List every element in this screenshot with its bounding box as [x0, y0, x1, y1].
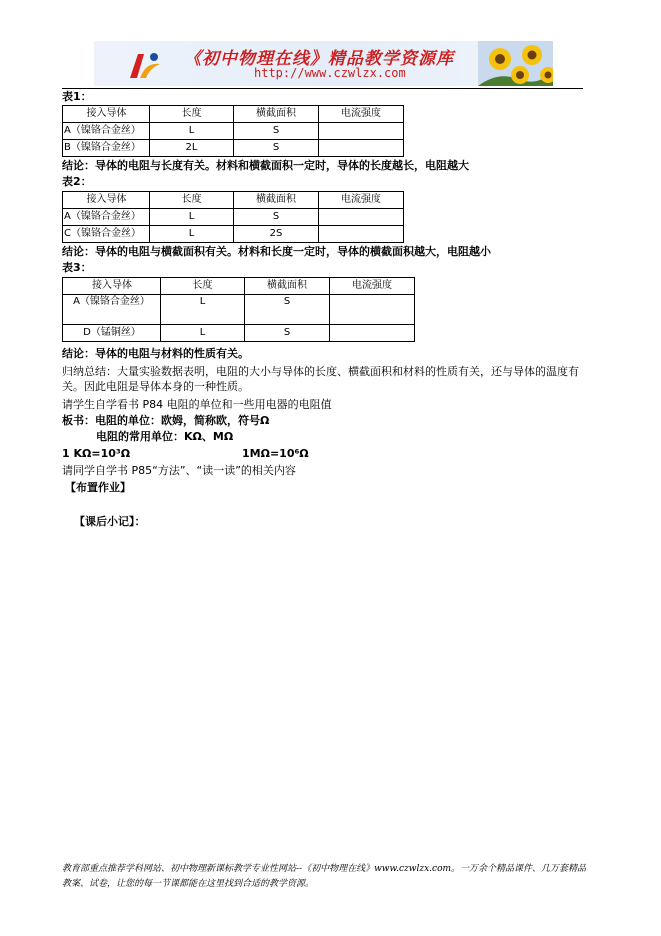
self-study-note-1: 请学生自学看书 P84 电阻的单位和一些用电器的电阻值 — [62, 398, 332, 411]
self-study-note-2: 请同学自学书 P85“方法”、“读一读”的相关内容 — [62, 464, 296, 477]
table-cell — [319, 209, 404, 226]
table-header-cell: 长度 — [161, 278, 245, 295]
conclusion-1: 结论：导体的电阻与长度有关。材料和横截面积一定时，导体的长度越长，电阻越大 — [62, 159, 469, 172]
banner-title: 《初中物理在线》精品教学资源库 — [184, 49, 454, 69]
table-cell: L — [161, 295, 245, 325]
table-row — [63, 325, 415, 342]
site-logo-icon — [124, 48, 164, 82]
table-cell — [319, 140, 404, 157]
table-cell: D（锰铜丝） — [63, 325, 161, 342]
table-header-row — [63, 192, 404, 209]
table2 — [62, 191, 404, 243]
table-row — [63, 140, 404, 157]
table-cell — [330, 325, 415, 342]
table3-label: 表3： — [62, 261, 92, 274]
board-units: 板书：电阻的单位：欧姆，简称欧，符号Ω — [62, 414, 270, 427]
table-header-cell: 电流强度 — [330, 278, 415, 295]
table-header-cell: 长度 — [150, 192, 234, 209]
table1 — [62, 105, 404, 157]
table-header-cell: 电流强度 — [319, 106, 404, 123]
table-cell: A（镍铬合金丝） — [63, 295, 161, 325]
header-rule — [62, 88, 583, 89]
table-header-cell: 接入导体 — [63, 192, 150, 209]
sunflower-image-icon — [478, 41, 553, 86]
table-cell: L — [150, 123, 234, 140]
table-header-cell: 横截面积 — [245, 278, 330, 295]
table-header-row — [63, 278, 415, 295]
page-footer: 教育部重点推荐学科网站、初中物理新课标教学专业性网站--《初中物理在线》www.czwlzx.com。一万余个精品课件、几万套精品教案、试卷，让您的每一节课都能在这里找到合适的教学资源。 — [62, 864, 587, 889]
table-cell: A（镍铬合金丝） — [63, 209, 150, 226]
table-row — [63, 209, 404, 226]
table-header-cell: 接入导体 — [63, 278, 161, 295]
table-header-cell: 横截面积 — [234, 106, 319, 123]
summary-paragraph: 归纳总结：大量实验数据表明，电阻的大小与导体的长度、横截面积和材料的性质有关，还与导体的温度有关。因此电阻是导体本身的一种性质。 — [62, 365, 579, 393]
table-header-cell: 长度 — [150, 106, 234, 123]
table-cell — [319, 123, 404, 140]
table-row — [63, 295, 415, 325]
table-cell: 2L — [150, 140, 234, 157]
banner-url: http://www.czwlzx.com — [254, 66, 406, 80]
table-cell: S — [234, 123, 319, 140]
conclusion-2: 结论：导体的电阻与横截面积有关。材料和长度一定时，导体的横截面积越大，电阻越小 — [62, 245, 491, 258]
table-header-cell: 接入导体 — [63, 106, 150, 123]
table-cell: S — [234, 209, 319, 226]
table-cell: B（镍铬合金丝） — [63, 140, 150, 157]
conclusion-3: 结论：导体的电阻与材料的性质有关。 — [62, 347, 249, 360]
table-row — [63, 123, 404, 140]
table-cell: C（镍铬合金丝） — [63, 226, 150, 243]
table2-label: 表2： — [62, 175, 92, 188]
table-row — [63, 226, 404, 243]
table-cell: A（镍铬合金丝） — [63, 123, 150, 140]
table-cell: L — [161, 325, 245, 342]
header-banner — [94, 41, 553, 86]
table-cell — [330, 295, 415, 325]
table1-label: 表1： — [62, 90, 92, 103]
homework-heading: 【布置作业】 — [65, 481, 131, 494]
conversion-mega-ohm: 1MΩ=10⁶Ω — [242, 447, 309, 460]
table-cell: 2S — [234, 226, 319, 243]
notes-heading: 【课后小记】： — [74, 515, 146, 528]
table-header-cell: 电流强度 — [319, 192, 404, 209]
table-cell: S — [234, 140, 319, 157]
table-header-cell: 横截面积 — [234, 192, 319, 209]
table-cell: L — [150, 209, 234, 226]
table-cell: S — [245, 295, 330, 325]
table3 — [62, 277, 415, 342]
board-common-units: 电阻的常用单位：KΩ、MΩ — [96, 430, 234, 443]
table-cell: L — [150, 226, 234, 243]
conversion-kilo-ohm: 1 KΩ=10³Ω — [62, 447, 131, 460]
table-cell: S — [245, 325, 330, 342]
table-header-row — [63, 106, 404, 123]
table-cell — [319, 226, 404, 243]
